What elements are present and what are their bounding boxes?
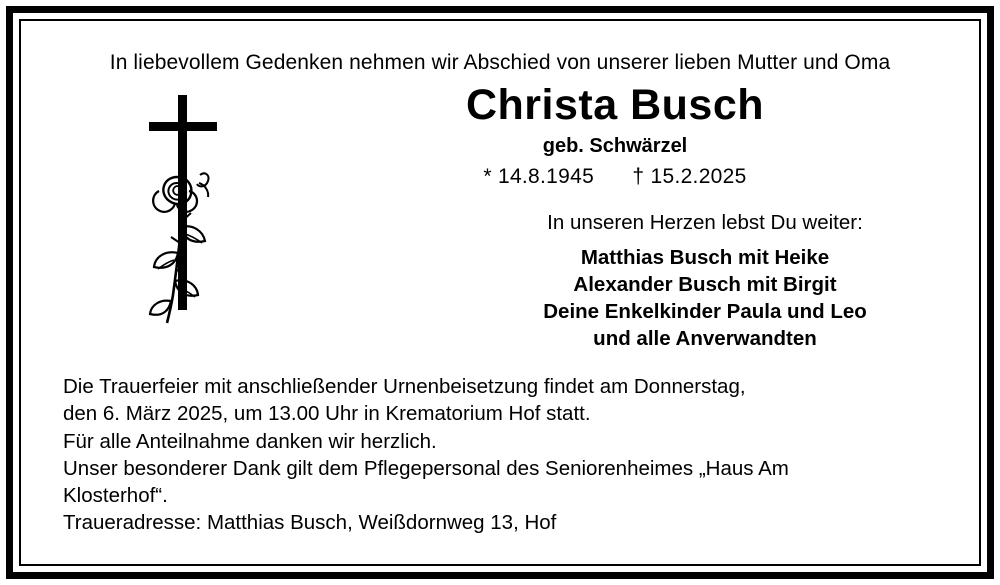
ceremony-line: Unser besonderer Dank gilt dem Pflegepersonal des Seniorenheimes „Haus Am	[63, 456, 789, 480]
survivors-list	[493, 244, 917, 352]
survivor-entry: Matthias Busch mit Heike	[580, 245, 830, 269]
ceremony-line: Für alle Anteilnahme danken wir herzlich.	[63, 429, 437, 453]
ceremony-line: den 6. März 2025, um 13.00 Uhr in Krematorium Hof statt.	[63, 402, 591, 426]
survivor-entry: und alle Anverwandten	[593, 326, 817, 350]
ceremony-paragraph	[63, 373, 949, 509]
ceremony-line: Klosterhof“.	[63, 484, 168, 507]
notice-content	[21, 21, 979, 564]
address-line: Traueradresse: Matthias Busch, Weißdornweg 13, Hof	[63, 511, 557, 535]
bottom-section	[63, 373, 949, 537]
survivors-block	[493, 211, 917, 352]
survivor-entry: Deine Enkelkinder Paula und Leo	[543, 299, 867, 323]
deceased-name: Christa Busch	[465, 81, 764, 130]
maiden-name: geb. Schwärzel	[542, 134, 688, 157]
survivors-lead-text: In unseren Herzen lebst Du weiter:	[547, 211, 863, 235]
cross-with-rose-icon	[137, 95, 267, 345]
life-dates	[293, 165, 937, 188]
intro-text: In liebevollem Gedenken nehmen wir Abschied von unserer lieben Mutter und Oma	[109, 51, 891, 74]
ceremony-line: Die Trauerfeier mit anschließender Urnenbeisetzung findet am Donnerstag,	[63, 375, 746, 398]
name-block	[293, 83, 937, 188]
birth-date: * 14.8.1945	[483, 164, 595, 188]
death-date: † 15.2.2025	[632, 164, 747, 188]
survivor-entry: Alexander Busch mit Birgit	[573, 272, 837, 296]
middle-section	[63, 83, 937, 383]
mourning-address	[63, 509, 949, 536]
